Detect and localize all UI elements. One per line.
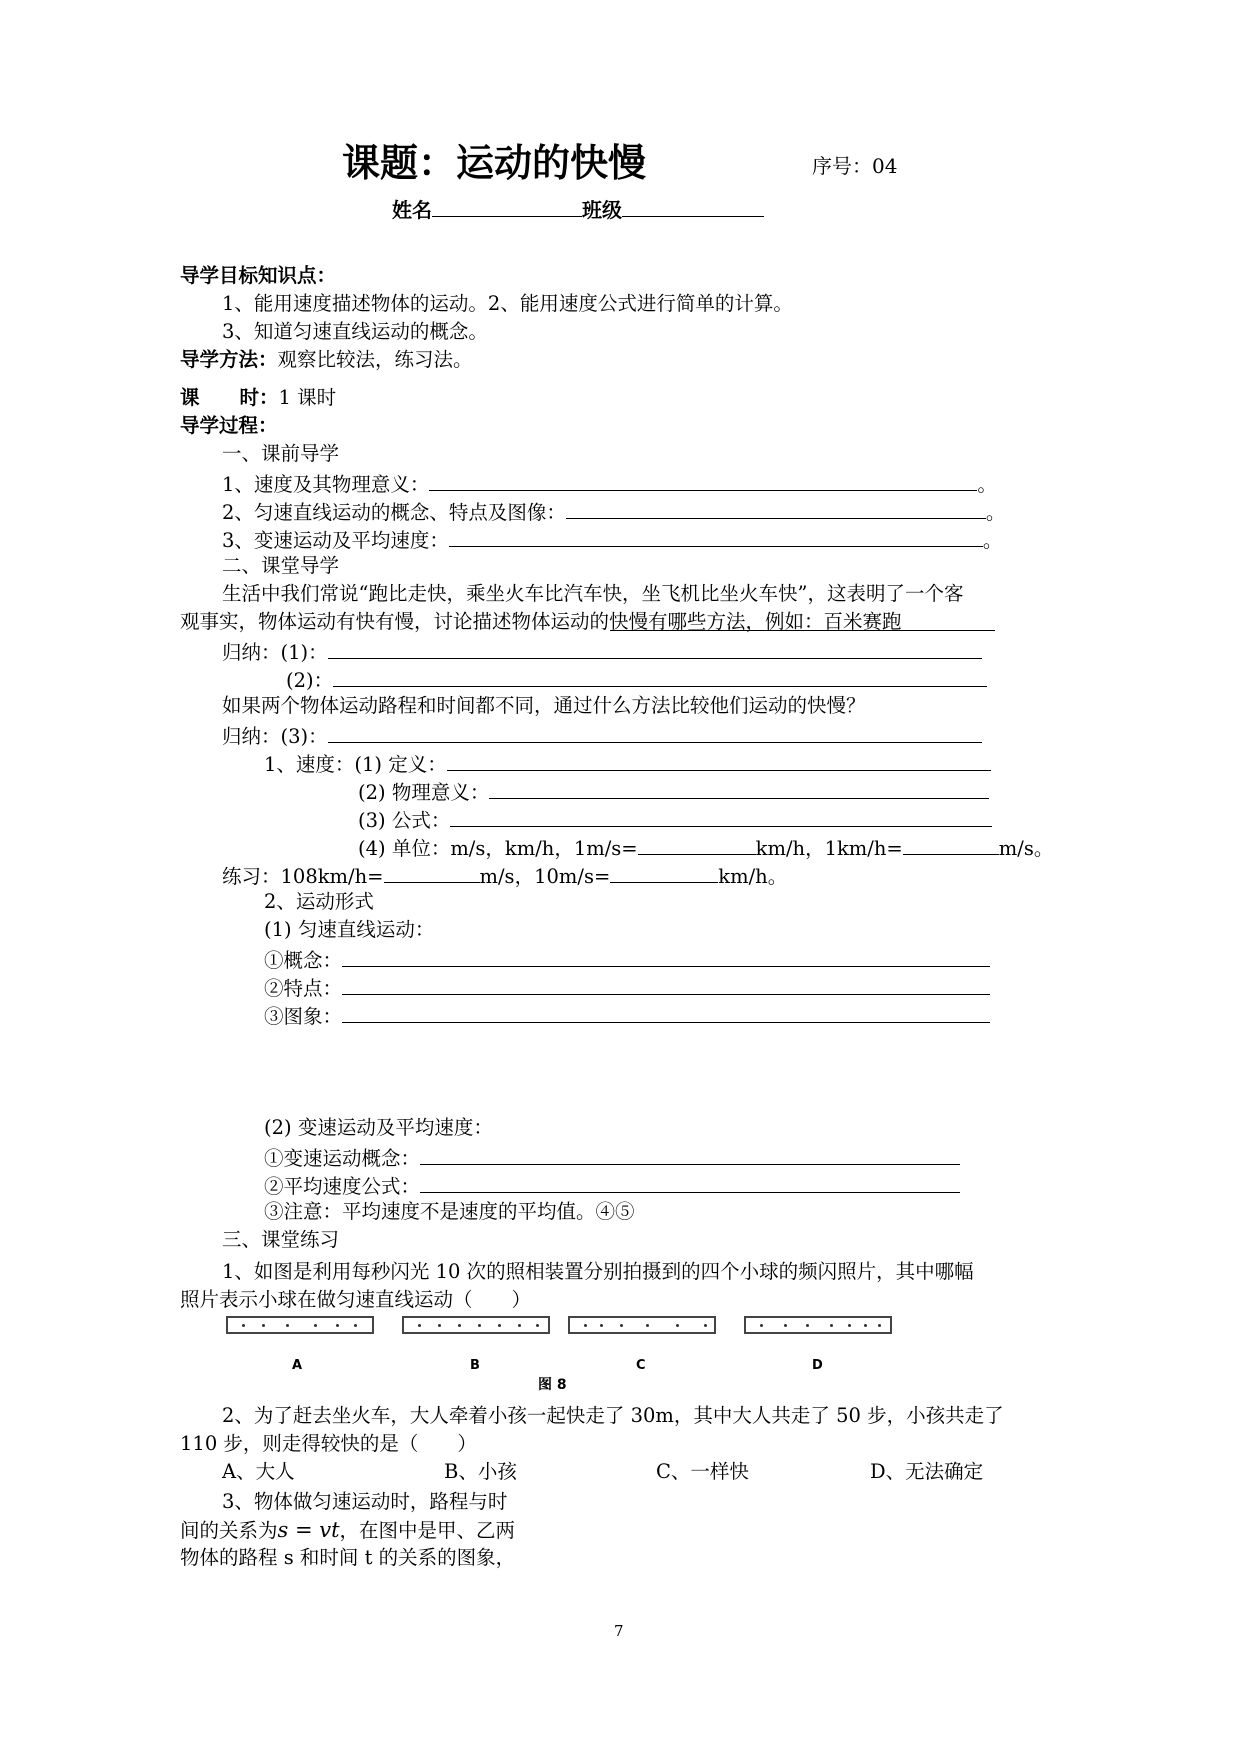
strip-label-d: D (812, 1358, 823, 1373)
variable-motion-heading: (2) 变速运动及平均速度： (264, 1116, 493, 1139)
average-speed-note: ③注意：平均速度不是速度的平均值。④⑤ (264, 1200, 635, 1223)
summary-2: (2)： (286, 664, 987, 695)
in-class-para-2: 观事实，物体运动有快有慢，讨论描述物体运动的快慢有哪些方法，例如：百米赛跑 (180, 610, 902, 633)
page-number: 7 (614, 1622, 624, 1640)
class-label: 班级 (582, 198, 622, 222)
option-a: A、大人 (222, 1460, 295, 1483)
method-line (180, 346, 473, 374)
process-heading: 导学过程： (180, 414, 278, 437)
practice-heading: 三、课堂练习 (222, 1228, 340, 1251)
strobe-strip-c (568, 1316, 716, 1334)
strip-label-c: C (636, 1358, 646, 1373)
para-2-blank (610, 630, 995, 631)
practice-2-line-a: 2、为了赶去坐火车，大人牵着小孩一起快走了 30m，其中大人共走了 50 步，小孩共走了 (222, 1404, 1004, 1427)
speed-meaning: (2) 物理意义： (358, 776, 989, 807)
practice-1-line-a: 1、如图是利用每秒闪光 10 次的照相装置分别拍摄到的四个小球的频闪照片，其中哪幅 (222, 1260, 974, 1283)
option-d: D、无法确定 (870, 1460, 984, 1483)
in-class-para-1: 生活中我们常说“跑比走快，乘坐火车比汽车快，坐飞机比坐火车快”，这表明了一个客 (222, 582, 964, 605)
strobe-strip-b (402, 1316, 550, 1334)
objectives-heading: 导学目标知识点： (180, 264, 337, 287)
figure-caption: 图 8 (538, 1377, 567, 1393)
distance-formula: s = vt (277, 1518, 340, 1542)
period-line (180, 384, 336, 412)
pre-q3: 3、变速运动及平均速度： 。 (222, 524, 1002, 555)
practice-3-line-b: 间的关系为s = vt，在图中是甲、乙两 (180, 1518, 516, 1542)
motion-forms: 2、运动形式 (264, 890, 374, 913)
class-blank (622, 194, 764, 217)
summary-3: 归纳：(3)： (222, 720, 982, 751)
objective-line-2: 3、知道匀速直线运动的概念。 (222, 320, 488, 343)
period-text: 1 课时 (278, 386, 337, 409)
uniform-motion-heading: (1) 匀速直线运动： (264, 918, 435, 941)
strip-label-a: A (292, 1358, 303, 1373)
name-field (392, 194, 764, 223)
strobe-strip-d (744, 1316, 892, 1334)
method-label: 导学方法： (180, 348, 278, 371)
uniform-concept: ①概念： (264, 944, 990, 975)
speed-formula: (3) 公式： (358, 804, 992, 835)
average-speed-formula: ②平均速度公式： (264, 1170, 960, 1201)
objective-line-1: 1、能用速度描述物体的运动。2、能用速度公式进行简单的计算。 (222, 292, 793, 315)
practice-3-line-c: 物体的路程 s 和时间 t 的关系的图象， (180, 1546, 516, 1569)
name-blank (432, 194, 582, 217)
name-label: 姓名 (392, 198, 432, 222)
page-title: 课题：运动的快慢 (342, 141, 647, 185)
option-b: B、小孩 (444, 1460, 517, 1483)
in-class-para-3: 如果两个物体运动路程和时间都不同，通过什么方法比较他们运动的快慢？ (222, 694, 866, 717)
method-text: 观察比较法，练习法。 (277, 348, 473, 371)
option-c: C、一样快 (656, 1460, 749, 1483)
period-label-b: 时： (239, 386, 279, 409)
speed-units: (4) 单位：m/s，km/h，1m/s= km/h，1km/h= m/s。 (358, 832, 1053, 863)
strobe-strip-a (226, 1316, 374, 1334)
uniform-graph: ③图象： (264, 1000, 990, 1031)
pre-class-heading: 一、课前导学 (222, 442, 340, 465)
strip-label-b: B (470, 1358, 480, 1373)
conversion-exercise: 练习：108km/h= m/s，10m/s= km/h。 (222, 860, 787, 891)
practice-1-line-b: 照片表示小球在做匀速直线运动（ ） (180, 1288, 532, 1311)
in-class-heading: 二、课堂导学 (222, 554, 340, 577)
serial-number: 序号：04 (812, 154, 898, 178)
variable-concept: ①变速运动概念： (264, 1142, 960, 1173)
practice-2-line-b: 110 步，则走得较快的是（ ） (180, 1432, 477, 1455)
uniform-features: ②特点： (264, 972, 990, 1003)
pre-q2: 2、匀速直线运动的概念、特点及图像： 。 (222, 496, 1005, 527)
summary-1: 归纳：(1)： (222, 636, 982, 667)
pre-q1: 1、速度及其物理意义： 。 (222, 468, 997, 499)
period-label-a: 课 (180, 386, 200, 409)
speed-definition: 1、速度：(1) 定义： (264, 748, 991, 779)
practice-3-line-a: 3、物体做匀速运动时，路程与时 (222, 1490, 508, 1513)
